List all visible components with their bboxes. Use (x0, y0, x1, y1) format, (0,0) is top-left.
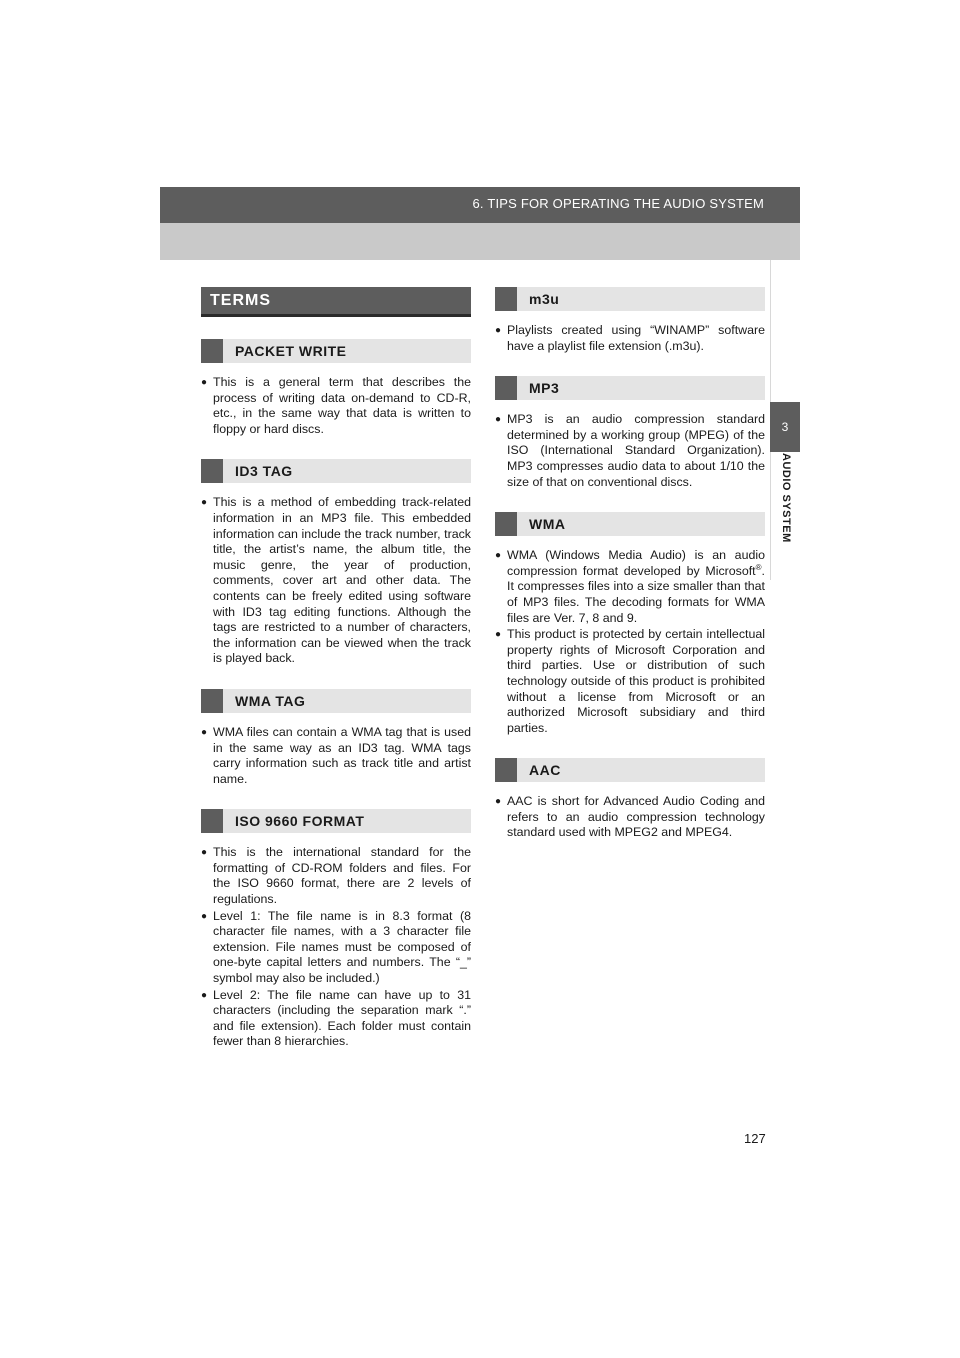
subheading-marker (495, 758, 517, 782)
bullet-icon: ● (201, 910, 208, 922)
bullet-list (201, 725, 471, 787)
subheading-marker (201, 689, 223, 713)
bullet-item (495, 323, 765, 354)
subheading-marker (201, 809, 223, 833)
bullet-text: Level 2: The file name can have up to 31 characters (including the separation mark “.” and file extension). Each folder must contain fewer than 8 hierarchies. (213, 987, 471, 1049)
header-band (160, 187, 800, 260)
subheading-text: WMA TAG (235, 692, 306, 709)
bullet-list (495, 412, 765, 490)
subheading-m3u (495, 287, 765, 311)
subheading-text: MP3 (529, 380, 560, 397)
subheading-text: AAC (529, 762, 561, 779)
bullet-list (201, 375, 471, 437)
bullet-item (201, 725, 471, 787)
bullet-list (201, 845, 471, 1050)
bullet-text: AAC is short for Advanced Audio Coding and refers to an audio compression technology standard used with MPEG2 and MPEG4. (507, 794, 765, 840)
bullet-icon: ● (201, 847, 208, 859)
bullet-icon: ● (201, 377, 208, 388)
bullet-text: MP3 is an audio compression standard determined by a working group (MPEG) of the ISO (International Standard Organization). MP3 compresses audio data to about 1/10 the size of that on conventional discs. (507, 412, 765, 489)
bullet-text: Playlists created using “WINAMP” software have a playlist file extension (.m3u). (507, 323, 765, 353)
bullet-item (201, 845, 471, 907)
bullet-item (495, 412, 765, 490)
bullet-text-pre: WMA (Windows Media Audio) is an audio compression format developed by Microsoft (507, 548, 765, 578)
terms-heading: TERMS (201, 287, 471, 317)
subheading-text: ID3 TAG (235, 463, 293, 480)
bullet-icon: ● (495, 414, 502, 426)
bullet-item (201, 988, 471, 1050)
bullet-item (495, 548, 765, 626)
bullet-item (201, 495, 471, 667)
bullet-text: This product is protected by certain intellectual property rights of Microsoft Corporation and third parties. Use or distribution of such technology outside of this product is prohibited without a license from Microsoft or an authorized Microsoft subsidiary and third parties. (507, 627, 765, 735)
chapter-tab[interactable]: 3 (770, 402, 800, 452)
bullet-icon: ● (201, 989, 208, 1001)
subheading-marker (495, 512, 517, 536)
registered-mark: ® (755, 562, 762, 572)
left-column (201, 287, 471, 1051)
bullet-list (495, 794, 765, 841)
bullet-text: Level 1: The file name is in 8.3 format (8 character file names, with a 3 character file extension. File names must be composed of one-byte capital letters and numbers. The “_” symbol may also be included.) (213, 908, 471, 986)
subheading-packet-write (201, 339, 471, 363)
bullet-text: This is a general term that describes the process of writing data on-demand to CD-R, etc., in the same way that data is written to floppy or hard discs. (213, 375, 471, 436)
bullet-list (495, 323, 765, 354)
subheading-marker (495, 376, 517, 400)
subheading-text: PACKET WRITE (235, 343, 347, 359)
bullet-icon: ● (495, 796, 502, 808)
bullet-item (495, 794, 765, 841)
subheading-wma (495, 512, 765, 536)
bullet-item (201, 375, 471, 437)
subheading-text: ISO 9660 FORMAT (235, 813, 365, 830)
bullet-icon: ● (201, 726, 208, 738)
bullet-icon: ● (495, 325, 502, 336)
bullet-text-post: . It compresses files into a size smaller than that of MP3 files. The decoding formats for WMA files are Ver. 7, 8 and 9. (507, 563, 765, 625)
bullet-item (495, 627, 765, 736)
bullet-icon: ● (201, 497, 208, 509)
subheading-aac (495, 758, 765, 782)
bullet-text: WMA files can contain a WMA tag that is used in the same way as an ID3 tag. WMA tags carry information such as track title and artist name. (213, 724, 471, 786)
subheading-marker (495, 287, 517, 311)
chapter-label: AUDIO SYSTEM (780, 453, 792, 543)
bullet-icon: ● (495, 629, 502, 641)
bullet-text: This is a method of embedding track-related information in an MP3 file. This embedded information can include the track number, track title, the artist’s name, the album title, the music genre, the year of production, comments, cover art and other data. The contents can be freely edited using software with ID3 tag editing functions. Although the tags are restricted to a number of characters, the information can be viewed when the track is played back. (213, 495, 471, 666)
subheading-text: WMA (529, 516, 566, 533)
subheading-wma-tag (201, 689, 471, 713)
bullet-icon: ● (495, 550, 502, 562)
header-strip (160, 187, 800, 223)
right-column (495, 287, 765, 842)
subheading-iso-9660-format (201, 809, 471, 833)
bullet-text: This is the international standard for the formatting of CD-ROM folders and files. For the ISO 9660 format, there are 2 levels of regulations. (213, 845, 471, 907)
subheading-marker (201, 339, 223, 363)
subheading-mp3 (495, 376, 765, 400)
bullet-list (495, 548, 765, 736)
bullet-list (201, 495, 471, 667)
subheading-text: m3u (529, 291, 560, 307)
section-title: 6. TIPS FOR OPERATING THE AUDIO SYSTEM (472, 196, 764, 211)
bullet-item (201, 909, 471, 987)
page-number: 127 (744, 1131, 766, 1146)
subheading-marker (201, 459, 223, 483)
subheading-id3-tag (201, 459, 471, 483)
